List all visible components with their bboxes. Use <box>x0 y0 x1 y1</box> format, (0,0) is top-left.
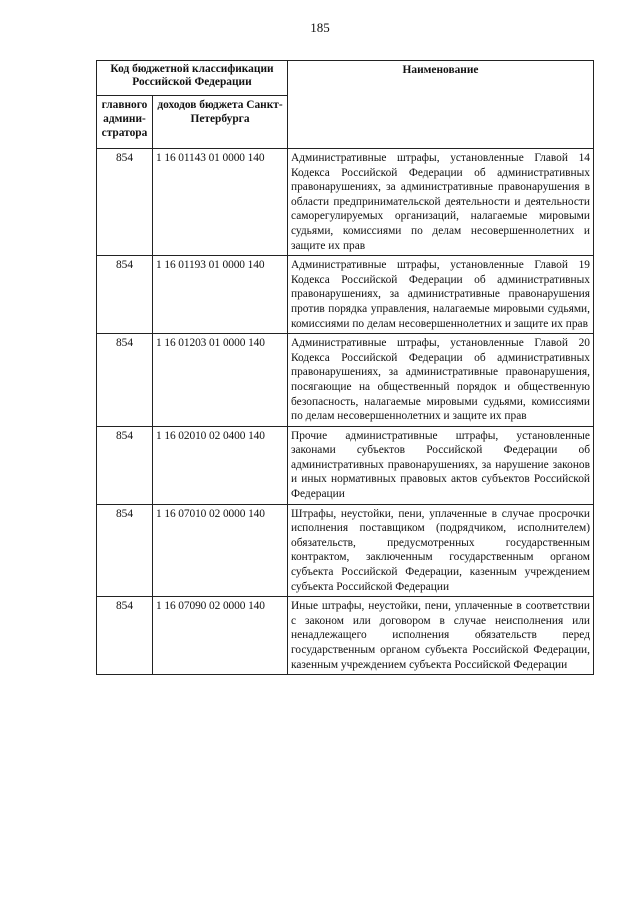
name-cell: Административные штрафы, установленные Главой 14 Кодекса Российской Федерации об административных правонарушениях, за административные правонарушения в области предпринимательской деятельности и деятельности саморегулируемых организаций, налагаемые мировыми судьями, комиссиями по делам несовершеннолетних и защите их прав <box>288 149 594 256</box>
name-cell: Штрафы, неустойки, пени, уплаченные в случае просрочки исполнения поставщиком (подрядчиком, исполнителем) обязательств, предусмотренных государственным контрактом, заключенным государственным органом субъекта Российской Федерации, казенным учреждением субъекта Российской Федерации <box>288 504 594 597</box>
admin-code-cell: 854 <box>97 149 153 256</box>
revenue-code-cell: 1 16 07010 02 0000 140 <box>153 504 288 597</box>
revenue-code-cell: 1 16 01143 01 0000 140 <box>153 149 288 256</box>
revenue-code-cell: 1 16 01193 01 0000 140 <box>153 256 288 334</box>
revenue-code-cell: 1 16 01203 01 0000 140 <box>153 334 288 427</box>
admin-code-cell: 854 <box>97 334 153 427</box>
admin-code-cell: 854 <box>97 426 153 504</box>
header-revenue-code: доходов бюджета Санкт-Петербурга <box>153 96 288 149</box>
header-budget-classification-code: Код бюджетной классификации Российской Федерации <box>97 61 288 96</box>
header-name: Наименование <box>288 61 594 149</box>
admin-code-cell: 854 <box>97 504 153 597</box>
name-cell: Иные штрафы, неустойки, пени, уплаченные в соответствии с законом или договором в случае неисполнения или ненадлежащего исполнения обязательств перед государственным органом субъекта Российской Федерации, казенным учреждением субъекта Российской Федерации <box>288 597 594 675</box>
revenue-code-cell: 1 16 07090 02 0000 140 <box>153 597 288 675</box>
header-main-administrator: главного админи-стратора <box>97 96 153 149</box>
name-cell: Административные штрафы, установленные Главой 20 Кодекса Российской Федерации об административных правонарушениях, за административные правонарушения, посягающие на общественный порядок и общественную безопасность, налагаемые мировыми судьями, комиссиями по делам несовершеннолетних и защите их прав <box>288 334 594 427</box>
admin-code-cell: 854 <box>97 256 153 334</box>
table-row <box>97 504 594 597</box>
name-cell: Прочие административные штрафы, установленные законами субъектов Российской Федерации об административных правонарушениях, за нарушение законов и иных нормативных правовых актов субъектов Российской Федерации <box>288 426 594 504</box>
revenue-code-cell: 1 16 02010 02 0400 140 <box>153 426 288 504</box>
table-row <box>97 334 594 427</box>
budget-classification-table <box>96 60 594 675</box>
table-row <box>97 597 594 675</box>
page-number: 185 <box>310 20 330 35</box>
table-row <box>97 426 594 504</box>
name-cell: Административные штрафы, установленные Главой 19 Кодекса Российской Федерации об административных правонарушениях, за административные правонарушения против порядка управления, налагаемые мировыми судьями, комиссиями по делам несовершеннолетних и защите их прав <box>288 256 594 334</box>
admin-code-cell: 854 <box>97 597 153 675</box>
table-row <box>97 149 594 256</box>
table-row <box>97 256 594 334</box>
